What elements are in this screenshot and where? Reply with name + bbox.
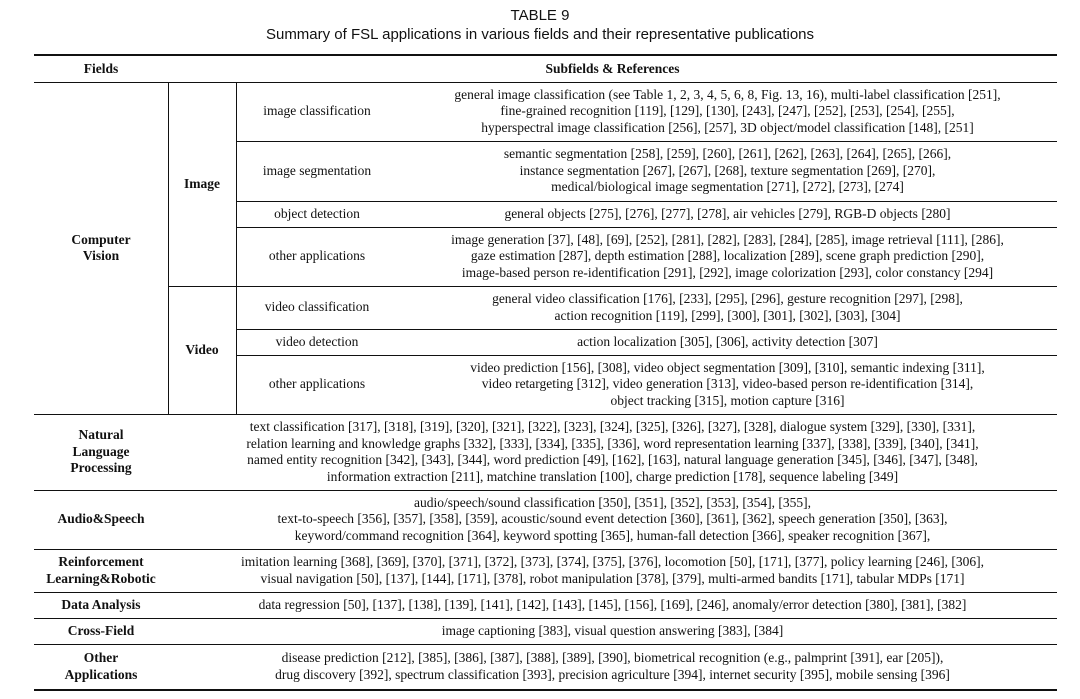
refs-audio-speech: audio/speech/sound classification [350], [351], [352], [353], [354], [355], text-to-speech [356], [357], [358], [359], acoustic/sound event detection [360], [361], [362], speech generation [350], [363], keyword/command recognition [364], keyword spotting [365], human-fall detection [366], speaker recognition [367], xyxy=(277,494,948,543)
field-other-applications: Other Applications xyxy=(64,650,138,682)
refs-image-other-applications: image generation [37], [48], [69], [252], [281], [282], [283], [284], [285], image retrieval [111], [286], gaze estimation [287], depth estimation [288], localization [289], scene graph prediction [290], image-based person re-identification [291], [292], image colorization [293], color constancy [294] xyxy=(451,231,1004,280)
field-reinforcement-learning-robotic: Reinforcement Learning&Robotic xyxy=(46,554,156,586)
refs-reinforcement-learning-robotic: imitation learning [368], [369], [370], [371], [372], [373], [374], [375], [376], locomotion [50], [171], [377], policy learning [246], [306], visual navigation [50], [137], [144], [171], [378], robot manipulation [378], [379], multi-armed bandits [171], tabular MDPs [171] xyxy=(240,554,985,586)
refs-image-segmentation: semantic segmentation [258], [259], [260], [261], [262], [263], [264], [265], [266], instance segmentation [267], [267], [268], texture segmentation [269], [270], medical/biological image segmentation [271], [272], [273], [274] xyxy=(503,146,952,195)
modality-image: Image xyxy=(184,175,220,191)
field-audio-speech: Audio&Speech xyxy=(57,511,145,527)
field-cross-field: Cross-Field xyxy=(67,622,135,638)
field-computer-vision: Computer Vision xyxy=(71,231,131,263)
modality-video: Video xyxy=(185,341,219,357)
field-data-analysis: Data Analysis xyxy=(61,596,141,612)
subfield-video-classification: video classification xyxy=(264,299,370,315)
refs-video-detection: action localization [305], [306], activity detection [307] xyxy=(577,333,878,349)
refs-video-other-applications: video prediction [156], [308], video object segmentation [309], [310], semantic indexing [311], video retargeting [312], video generation [313], video-based person re-identification [314], object tracking [315], motion capture [316] xyxy=(470,359,985,408)
subfield-image-other-applications: other applications xyxy=(268,248,366,264)
refs-cross-field: image captioning [383], visual question answering [383], [384] xyxy=(441,622,784,638)
subfield-image-classification: image classification xyxy=(263,103,371,119)
table-label: TABLE 9 xyxy=(510,7,570,24)
subfield-video-detection: video detection xyxy=(275,333,359,349)
subfield-video-other-applications: other applications xyxy=(268,376,366,392)
subfield-object-detection: object detection xyxy=(274,205,360,221)
refs-object-detection: general objects [275], [276], [277], [278], air vehicles [279], RGB-D objects [280] xyxy=(504,205,951,221)
refs-other-applications: disease prediction [212], [385], [386], [387], [388], [389], [390], biometrical recognition (e.g., palmprint [391], ear [205]), drug discovery [392], spectrum classification [393], precision agriculture [394], internet security [395], mobile sensing [396] xyxy=(275,650,950,682)
refs-image-classification: general image classification (see Table 1, 2, 3, 4, 5, 6, 8, Fig. 13, 16), multi-label classification [251], fine-grained recognition [119], [129], [130], [243], [247], [252], [253], [254], [255], hyperspectral image classification [256], [257], 3D object/model classification [148], [251] xyxy=(454,86,1001,135)
subfield-image-segmentation: image segmentation xyxy=(262,162,372,178)
header-subfields: Subfields & References xyxy=(545,60,680,76)
header-fields: Fields xyxy=(83,60,119,76)
field-natural-language-processing: Natural Language Processing xyxy=(70,427,132,476)
bottom-rule xyxy=(34,689,1057,691)
table-title: Summary of FSL applications in various fields and their representative publications xyxy=(265,26,815,43)
refs-natural-language-processing: text classification [317], [318], [319], [320], [321], [322], [323], [324], [325], [326], [327], [328], dialogue system [329], [330], [331], relation learning and knowledge graphs [332], [333], [334], [335], [336], word representation learning [337], [338], [339], [340], [341], named entity recognition [342], [343], [344], word prediction [49], [162], [163], natural language generation [345], [346], [347], [348], information extraction [211], matchine translation [100], charge prediction [178], sequence labeling [349] xyxy=(246,419,979,484)
refs-video-classification: general video classification [176], [233], [295], [296], gesture recognition [297], [298], action recognition [119], [299], [300], [301], [302], [303], [304] xyxy=(492,291,963,323)
refs-data-analysis: data regression [50], [137], [138], [139], [141], [142], [143], [145], [156], [169], [246], anomaly/error detection [380], [381], [382] xyxy=(258,596,967,612)
